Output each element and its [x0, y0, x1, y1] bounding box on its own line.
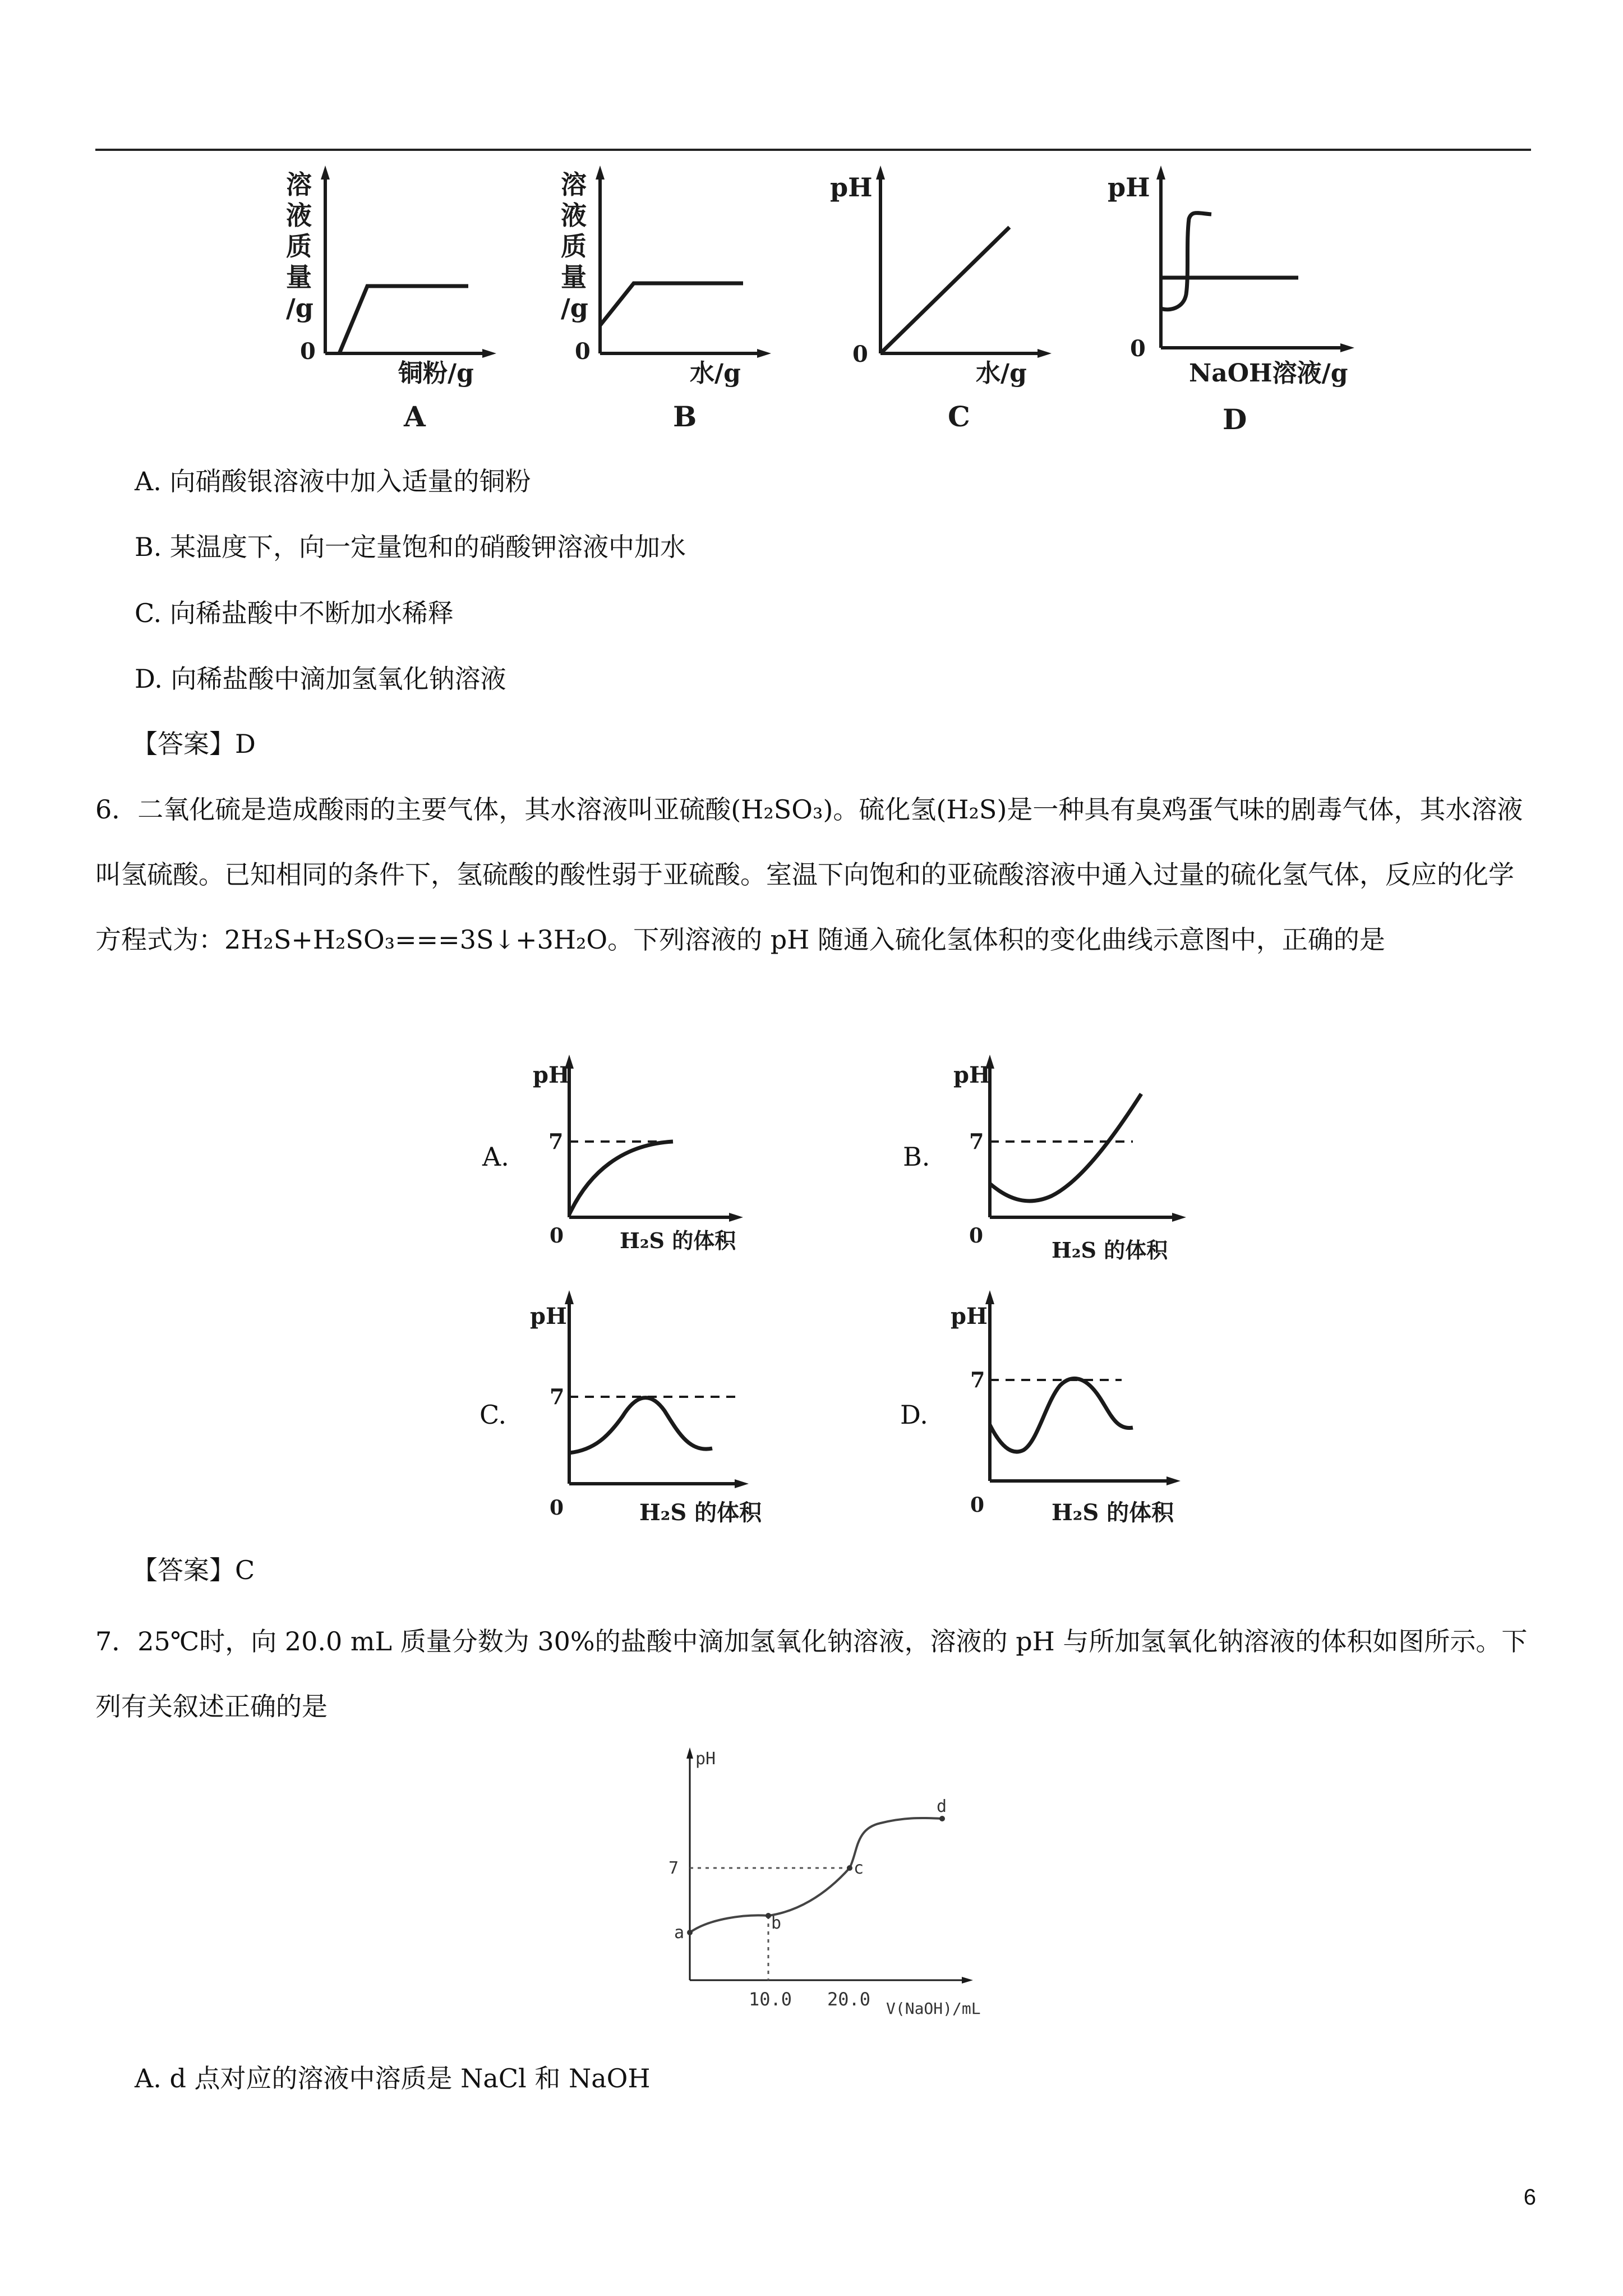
q6-chart-a-letter: A.	[482, 1142, 509, 1172]
q6-c-tick: 7	[550, 1384, 565, 1409]
q7-chart	[656, 1733, 1026, 2036]
q5-b-xlabel: 水/g	[690, 359, 741, 388]
q5-c-letter: C	[948, 400, 970, 433]
q6-chart-d	[948, 1285, 1217, 1531]
q5-a-ylabel-1: 溶	[286, 169, 312, 200]
q6-chart-d-letter: D.	[900, 1400, 928, 1430]
q6-c-origin: 0	[550, 1496, 564, 1520]
q5-b-ylabel-1: 溶	[561, 169, 587, 200]
q6-d-ylabel: pH	[951, 1303, 988, 1329]
q5-option-b: B. 某温度下，向一定量饱和的硝酸钾溶液中加水	[135, 532, 686, 562]
q5-b-ylabel-3: 质	[561, 231, 587, 261]
q6-b-tick: 7	[969, 1129, 984, 1154]
q5-option-c: C. 向稀盐酸中不断加水稀释	[135, 598, 454, 628]
q5-a-letter: A	[404, 400, 426, 433]
q5-d-ylabel: pH	[1108, 172, 1150, 203]
q7-tick-x-1: 10.0	[749, 1989, 792, 2010]
q6-chart-c-letter: C.	[479, 1400, 507, 1430]
q6-h2s: H₂S	[946, 794, 997, 825]
q5-a-origin: 0	[300, 338, 316, 365]
q6-a-tick: 7	[548, 1129, 564, 1154]
q6-b-ylabel: pH	[953, 1062, 990, 1088]
q7-tick-x-2: 20.0	[827, 1989, 871, 2010]
q7-xlabel: V(NaOH)/mL	[886, 1999, 981, 2018]
q5-a-ylabel-3: 质	[286, 231, 312, 261]
q6-a-origin: 0	[550, 1224, 564, 1248]
q5-option-d: D. 向稀盐酸中滴加氢氧化钠溶液	[135, 664, 506, 694]
q5-b-ylabel-5: /g	[561, 293, 588, 323]
q7-question: 7．25℃时，向 20.0 mL 质量分数为 30%的盐酸中滴加氢氧化钠溶液，溶液的 pH 与所加氢氧化钠溶液的体积如图所示。下列有关叙述正确的是	[95, 1626, 1528, 1722]
q7-point-d: d	[937, 1797, 947, 1816]
q5-c-ylabel: pH	[830, 172, 873, 203]
q6-c-xlabel: H₂S 的体积	[639, 1499, 762, 1526]
q7-option-a: A. d 点对应的溶液中溶质是 NaCl 和 NaOH	[135, 2063, 651, 2093]
q5-b-letter: B	[673, 400, 697, 433]
q6-h2so3: H₂SO₃	[741, 794, 823, 825]
q5-a-ylabel-4: 量	[286, 262, 312, 292]
q5-chart-c	[830, 165, 1052, 433]
q7-point-b: b	[771, 1913, 782, 1933]
q5-chart-b	[561, 165, 771, 433]
q6-b-xlabel: H₂S 的体积	[1052, 1237, 1168, 1263]
q5-b-ylabel-4: 量	[561, 262, 587, 292]
q6-c-ylabel: pH	[530, 1303, 567, 1329]
q5-d-letter: D	[1223, 403, 1247, 436]
q5-chart-d	[1108, 165, 1354, 436]
q7-point-a: a	[674, 1923, 685, 1943]
q7-ylabel: pH	[695, 1749, 716, 1769]
q5-b-origin: 0	[575, 338, 591, 365]
q6-a-xlabel: H₂S 的体积	[620, 1228, 736, 1253]
q6-text-2: )。硫化氢(	[823, 794, 947, 825]
q5-a-ylabel-2: 液	[286, 200, 312, 231]
q6-d-tick: 7	[970, 1367, 985, 1392]
q6-chart-b	[948, 1049, 1223, 1273]
q6-answer: 【答案】C	[132, 1555, 255, 1585]
q6-chart-c	[527, 1285, 785, 1531]
q6-chart-b-letter: B.	[903, 1142, 930, 1172]
q7-tick-y: 7	[668, 1858, 679, 1878]
q6-d-origin: 0	[970, 1493, 985, 1517]
q5-d-origin: 0	[1130, 335, 1146, 362]
header-rule	[95, 149, 1531, 151]
q5-b-ylabel-2: 液	[561, 200, 587, 231]
q5-a-ylabel-5: /g	[286, 293, 313, 323]
q5-answer: 【答案】D	[132, 729, 256, 759]
q5-chart-a	[286, 165, 496, 433]
page-number: 6	[1523, 2185, 1536, 2210]
q5-a-xlabel: 铜粉/g	[398, 359, 474, 388]
q5-c-origin: 0	[852, 341, 868, 367]
q5-option-a: A. 向硝酸银溶液中加入适量的铜粉	[135, 466, 531, 496]
q5-c-xlabel: 水/g	[976, 359, 1027, 388]
q6-d-xlabel: H₂S 的体积	[1052, 1499, 1174, 1526]
q5-figure-row	[264, 163, 1413, 443]
q5-charts-svg	[264, 163, 1413, 443]
q6-text-1: 6．二氧化硫是造成酸雨的主要气体，其水溶液叫亚硫酸(	[95, 794, 741, 825]
q6-chart-a	[527, 1049, 768, 1262]
q6-a-ylabel: pH	[533, 1062, 570, 1088]
q7-point-c: c	[854, 1858, 864, 1878]
q5-d-xlabel: NaOH溶液/g	[1189, 359, 1348, 388]
q6-text-3: )是一种具有臭鸡蛋气味的剧毒气体，其水溶液叫氢硫酸。已知相同的条件下，氢硫酸的酸性弱于亚硫酸。室温下向饱和的亚硫酸溶液中通入过量的硫化氢气体，反应的化学方程式为：2H₂S+H₂SO₃===3S↓+3H₂O。下列溶液的 pH 随通入硫化氢体积的变化曲线示意图中，正确的是	[95, 794, 1523, 955]
q6-question	[95, 777, 1531, 972]
q6-b-origin: 0	[969, 1224, 984, 1248]
